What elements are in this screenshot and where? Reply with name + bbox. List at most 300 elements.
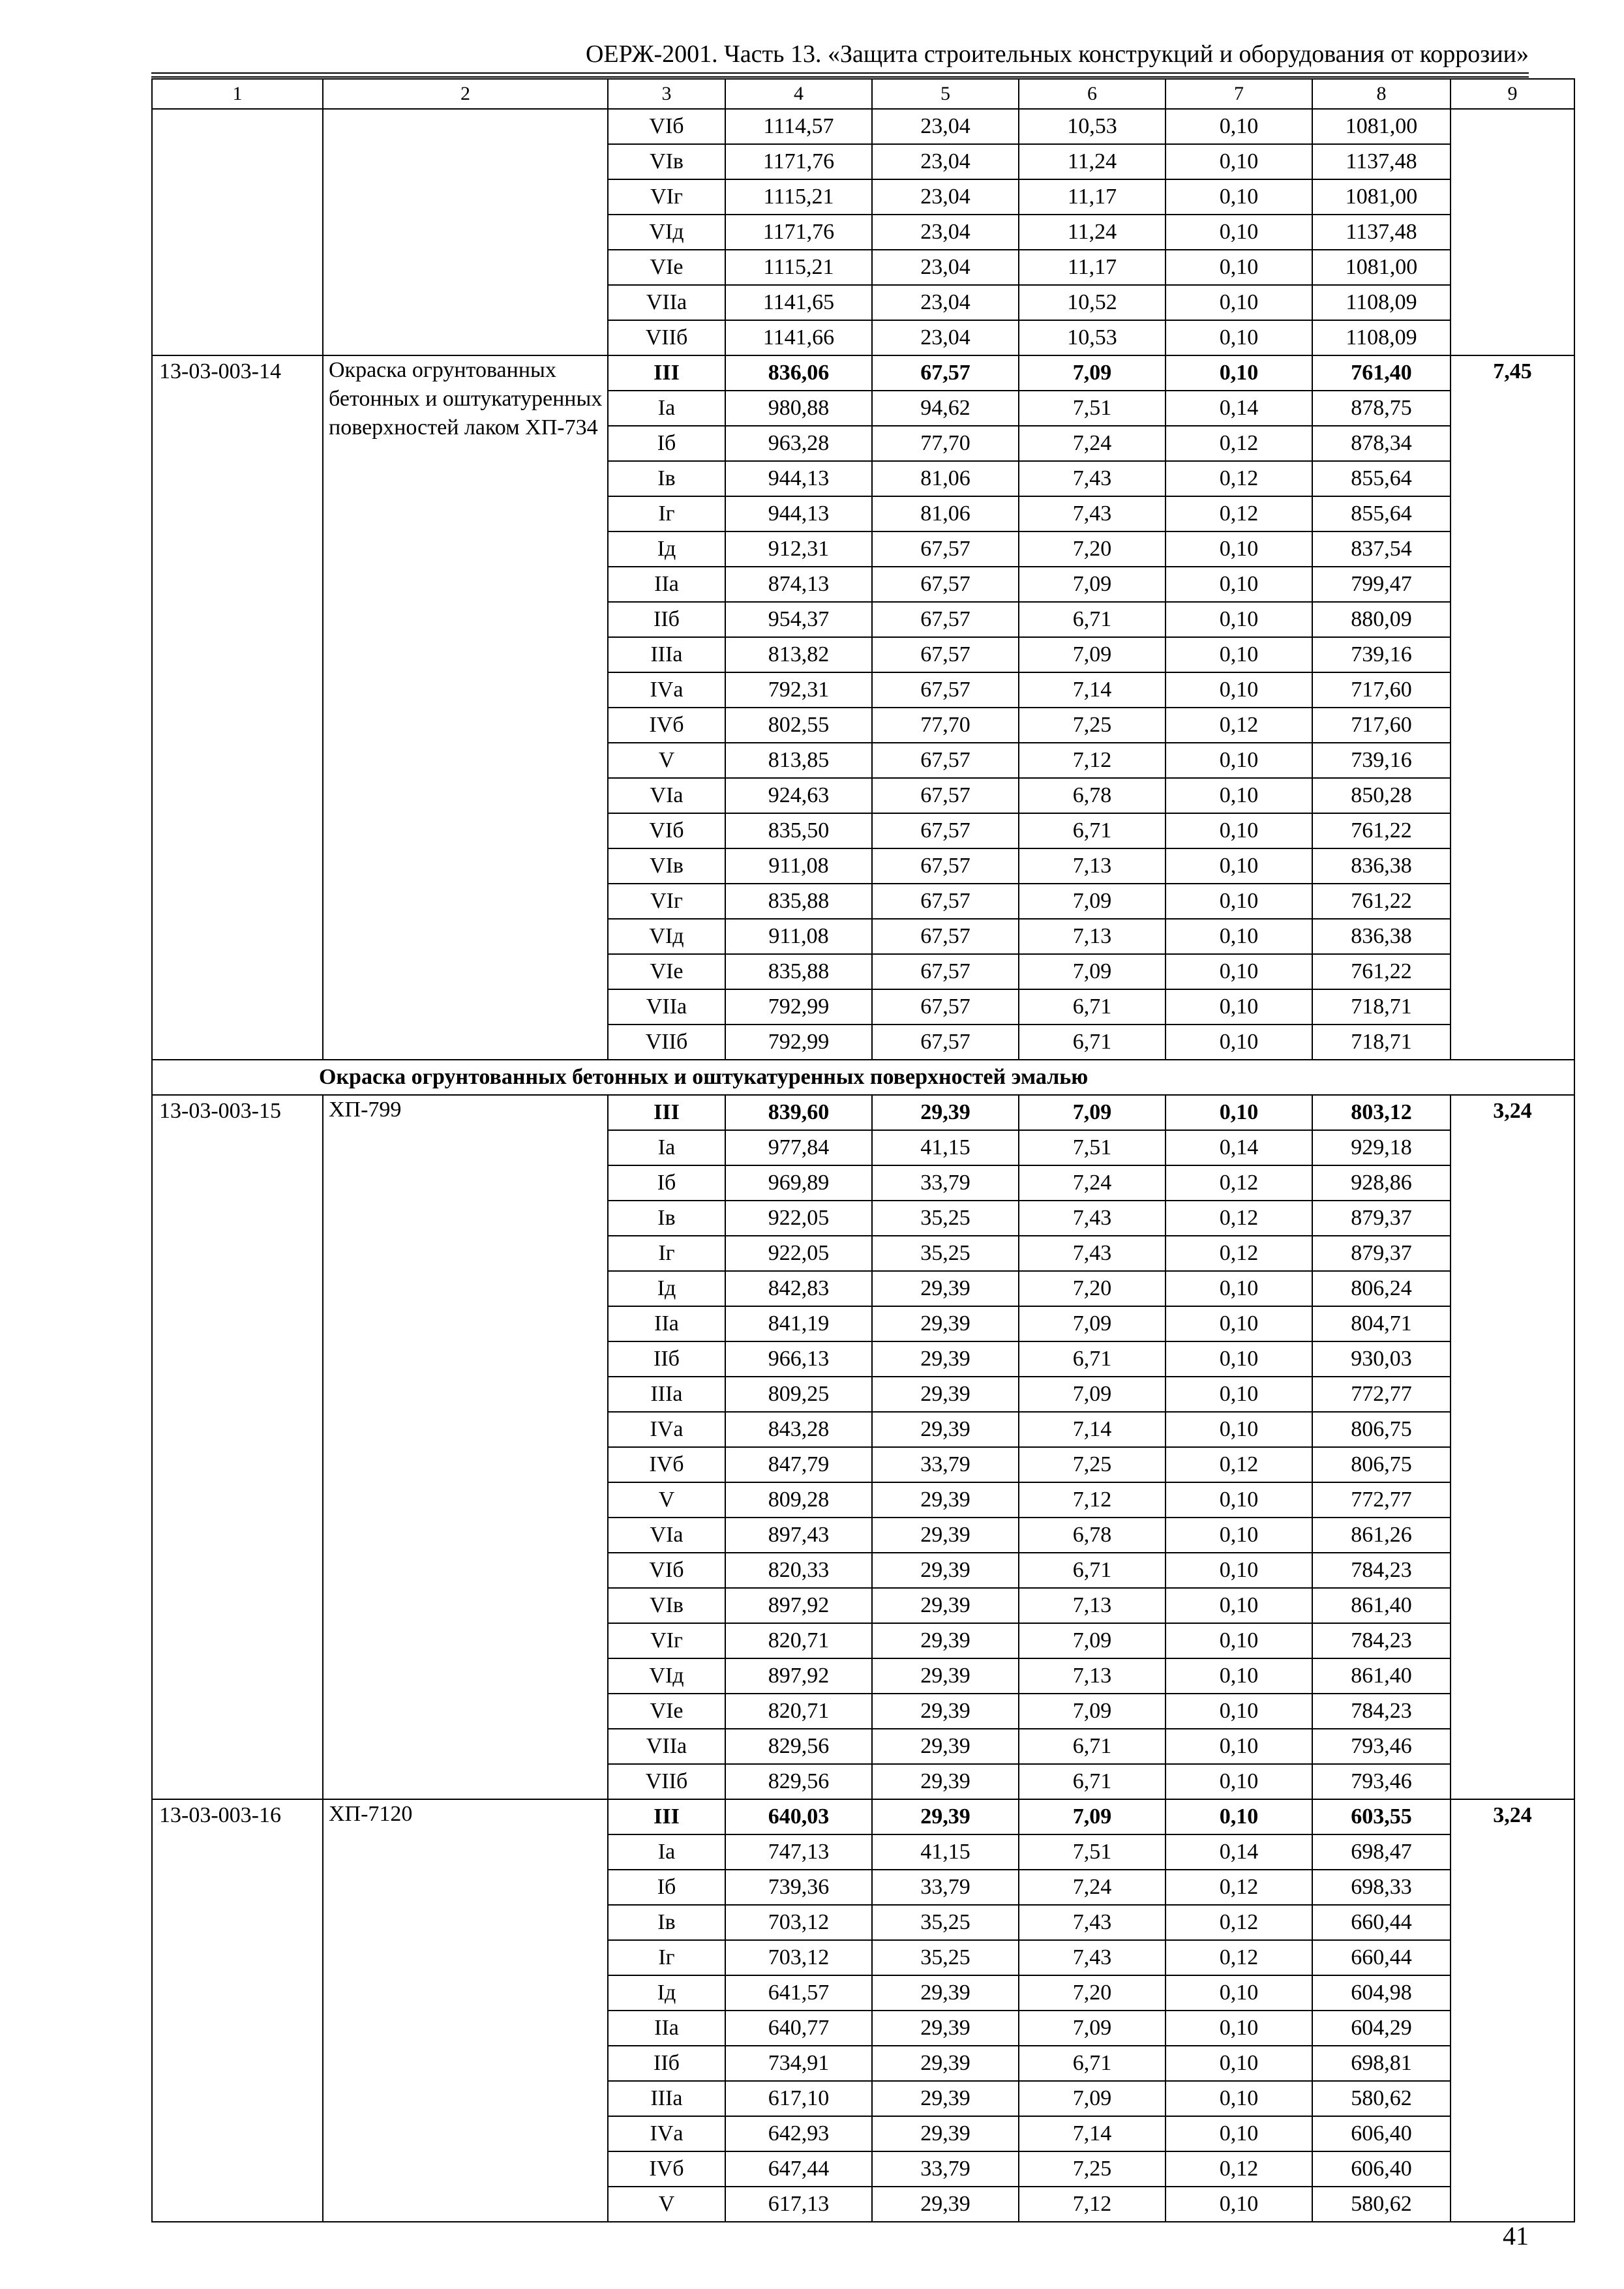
value-cell: 717,60 (1312, 672, 1451, 708)
value-cell: 35,25 (872, 1905, 1019, 1940)
value-cell: 29,39 (872, 1482, 1019, 1518)
value-cell: 29,39 (872, 1975, 1019, 2011)
value-cell: 67,57 (872, 602, 1019, 637)
header-rule (151, 72, 1529, 74)
zone-cell: Iг (608, 1236, 725, 1271)
value-cell: 7,43 (1019, 1201, 1165, 1236)
value-cell: 842,83 (725, 1271, 872, 1306)
value-cell: 878,75 (1312, 391, 1451, 426)
value-cell: 0,10 (1165, 602, 1312, 637)
column-9-value: 3,24 (1451, 1799, 1574, 2222)
value-cell: 81,06 (872, 496, 1019, 531)
value-cell: 0,14 (1165, 391, 1312, 426)
price-table (151, 78, 1575, 2222)
zone-cell: Iд (608, 531, 725, 567)
zone-cell: VIб (608, 109, 725, 144)
value-cell: 29,39 (872, 1588, 1019, 1623)
table-body (152, 79, 1574, 2222)
value-cell: 29,39 (872, 2081, 1019, 2116)
zone-cell: VIг (608, 179, 725, 215)
value-cell: 7,25 (1019, 1447, 1165, 1482)
value-cell: 734,91 (725, 2046, 872, 2081)
value-cell: 0,12 (1165, 496, 1312, 531)
column-number: 7 (1165, 79, 1312, 109)
value-cell: 911,08 (725, 919, 872, 954)
column-number: 4 (725, 79, 872, 109)
value-cell: 604,98 (1312, 1975, 1451, 2011)
value-cell: 33,79 (872, 1870, 1019, 1905)
column-number: 9 (1451, 79, 1574, 109)
value-cell: 1141,65 (725, 285, 872, 320)
value-cell: 698,81 (1312, 2046, 1451, 2081)
value-cell: 922,05 (725, 1201, 872, 1236)
zone-cell: VIIа (608, 989, 725, 1025)
zone-cell: VIа (608, 778, 725, 813)
zone-cell: IIIа (608, 2081, 725, 2116)
column-9-value: 3,24 (1451, 1095, 1574, 1799)
table-row (152, 355, 1574, 391)
zone-cell: IIб (608, 1341, 725, 1377)
zone-cell: VIа (608, 1518, 725, 1553)
value-cell: 0,10 (1165, 355, 1312, 391)
value-cell: 10,53 (1019, 109, 1165, 144)
zone-cell: VIд (608, 919, 725, 954)
page-header: ОЕРЖ-2001. Часть 13. «Защита строительных конструкций и оборудования от коррозии» (585, 40, 1529, 68)
value-cell: 7,09 (1019, 355, 1165, 391)
value-cell: 29,39 (872, 1377, 1019, 1412)
zone-cell: V (608, 743, 725, 778)
value-cell: 617,10 (725, 2081, 872, 2116)
value-cell: 698,33 (1312, 1870, 1451, 1905)
value-cell: 761,40 (1312, 355, 1451, 391)
value-cell: 67,57 (872, 672, 1019, 708)
value-cell: 7,14 (1019, 1412, 1165, 1447)
value-cell: 837,54 (1312, 531, 1451, 567)
value-cell: 0,10 (1165, 1025, 1312, 1060)
value-cell: 29,39 (872, 1694, 1019, 1729)
value-cell: 0,10 (1165, 743, 1312, 778)
zone-cell: IIб (608, 602, 725, 637)
value-cell: 642,93 (725, 2116, 872, 2151)
value-cell: 980,88 (725, 391, 872, 426)
value-cell: 861,40 (1312, 1588, 1451, 1623)
value-cell: 0,10 (1165, 215, 1312, 250)
value-cell: 23,04 (872, 320, 1019, 355)
value-cell: 843,28 (725, 1412, 872, 1447)
value-cell: 0,10 (1165, 2116, 1312, 2151)
column-number: 5 (872, 79, 1019, 109)
value-cell: 0,12 (1165, 1201, 1312, 1236)
value-cell: 7,14 (1019, 672, 1165, 708)
value-cell: 0,12 (1165, 1236, 1312, 1271)
value-cell: 11,17 (1019, 179, 1165, 215)
zone-cell: VIIб (608, 1764, 725, 1799)
zone-cell: IVб (608, 1447, 725, 1482)
value-cell: 7,43 (1019, 1905, 1165, 1940)
value-cell: 0,14 (1165, 1834, 1312, 1870)
value-cell: 29,39 (872, 1095, 1019, 1130)
value-cell: 806,75 (1312, 1447, 1451, 1482)
value-cell: 772,77 (1312, 1482, 1451, 1518)
value-cell: 0,10 (1165, 2187, 1312, 2222)
value-cell: 0,12 (1165, 1940, 1312, 1975)
value-cell: 35,25 (872, 1236, 1019, 1271)
zone-cell: Iа (608, 1834, 725, 1870)
value-cell: 0,10 (1165, 567, 1312, 602)
value-cell: 802,55 (725, 708, 872, 743)
value-cell: 7,25 (1019, 708, 1165, 743)
value-cell: 23,04 (872, 144, 1019, 179)
value-cell: 792,31 (725, 672, 872, 708)
zone-cell: VIIб (608, 320, 725, 355)
value-cell: 928,86 (1312, 1165, 1451, 1201)
value-cell: 1137,48 (1312, 144, 1451, 179)
value-cell: 739,16 (1312, 637, 1451, 672)
value-cell: 67,57 (872, 848, 1019, 884)
zone-cell: VIв (608, 144, 725, 179)
page-number: 41 (1503, 2221, 1529, 2251)
value-cell: 7,24 (1019, 426, 1165, 461)
value-cell: 813,85 (725, 743, 872, 778)
value-cell: 29,39 (872, 2116, 1019, 2151)
column-number: 6 (1019, 79, 1165, 109)
value-cell: 836,06 (725, 355, 872, 391)
value-cell: 820,71 (725, 1623, 872, 1658)
value-cell: 0,10 (1165, 144, 1312, 179)
table-row (152, 109, 1574, 144)
value-cell: 0,10 (1165, 2081, 1312, 2116)
value-cell: 829,56 (725, 1729, 872, 1764)
value-cell: 855,64 (1312, 496, 1451, 531)
value-cell: 0,10 (1165, 1694, 1312, 1729)
value-cell: 6,71 (1019, 1025, 1165, 1060)
value-cell: 793,46 (1312, 1729, 1451, 1764)
zone-cell: IIа (608, 567, 725, 602)
value-cell: 7,12 (1019, 2187, 1165, 2222)
value-cell: 718,71 (1312, 1025, 1451, 1060)
value-cell: 717,60 (1312, 708, 1451, 743)
zone-cell: VIд (608, 215, 725, 250)
value-cell: 7,13 (1019, 848, 1165, 884)
zone-cell: VIг (608, 884, 725, 919)
value-cell: 747,13 (725, 1834, 872, 1870)
item-code: 13-03-003-16 (152, 1799, 323, 2222)
value-cell: 804,71 (1312, 1306, 1451, 1341)
value-cell: 966,13 (725, 1341, 872, 1377)
value-cell: 29,39 (872, 1799, 1019, 1834)
value-cell: 7,13 (1019, 1658, 1165, 1694)
value-cell: 944,13 (725, 496, 872, 531)
value-cell: 7,51 (1019, 391, 1165, 426)
value-cell: 23,04 (872, 179, 1019, 215)
value-cell: 7,24 (1019, 1165, 1165, 1201)
item-code (152, 109, 323, 355)
value-cell: 0,10 (1165, 531, 1312, 567)
value-cell: 67,57 (872, 355, 1019, 391)
value-cell: 7,24 (1019, 1870, 1165, 1905)
value-cell: 7,20 (1019, 1271, 1165, 1306)
value-cell: 7,13 (1019, 1588, 1165, 1623)
column-number: 1 (152, 79, 323, 109)
value-cell: 761,22 (1312, 954, 1451, 989)
value-cell: 7,09 (1019, 567, 1165, 602)
value-cell: 0,12 (1165, 708, 1312, 743)
zone-cell: Iб (608, 1870, 725, 1905)
value-cell: 29,39 (872, 1271, 1019, 1306)
value-cell: 0,10 (1165, 672, 1312, 708)
value-cell: 878,34 (1312, 426, 1451, 461)
zone-cell: VIг (608, 1623, 725, 1658)
value-cell: 29,39 (872, 2046, 1019, 2081)
value-cell: 67,57 (872, 531, 1019, 567)
value-cell: 7,09 (1019, 1095, 1165, 1130)
value-cell: 836,38 (1312, 848, 1451, 884)
value-cell: 784,23 (1312, 1553, 1451, 1588)
value-cell: 23,04 (872, 215, 1019, 250)
value-cell: 33,79 (872, 1447, 1019, 1482)
value-cell: 835,88 (725, 884, 872, 919)
zone-cell: Iб (608, 426, 725, 461)
zone-cell: III (608, 1799, 725, 1834)
zone-cell: III (608, 1095, 725, 1130)
value-cell: 29,39 (872, 2011, 1019, 2046)
value-cell: 7,20 (1019, 1975, 1165, 2011)
value-cell: 835,88 (725, 954, 872, 989)
value-cell: 0,10 (1165, 109, 1312, 144)
value-cell: 23,04 (872, 250, 1019, 285)
value-cell: 0,14 (1165, 1130, 1312, 1165)
value-cell: 7,20 (1019, 531, 1165, 567)
value-cell: 0,10 (1165, 2046, 1312, 2081)
item-name: ХП-7120 (323, 1799, 608, 2222)
value-cell: 94,62 (872, 391, 1019, 426)
value-cell: 0,10 (1165, 1729, 1312, 1764)
zone-cell: VIд (608, 1658, 725, 1694)
header-rule-double (151, 76, 1529, 78)
value-cell: 7,13 (1019, 919, 1165, 954)
value-cell: 67,57 (872, 884, 1019, 919)
value-cell: 0,10 (1165, 1412, 1312, 1447)
value-cell: 617,13 (725, 2187, 872, 2222)
value-cell: 0,10 (1165, 1799, 1312, 1834)
value-cell: 29,39 (872, 1412, 1019, 1447)
value-cell: 1115,21 (725, 179, 872, 215)
value-cell: 29,39 (872, 1553, 1019, 1588)
value-cell: 698,47 (1312, 1834, 1451, 1870)
zone-cell: VIе (608, 250, 725, 285)
value-cell: 703,12 (725, 1905, 872, 1940)
value-cell: 0,10 (1165, 919, 1312, 954)
value-cell: 23,04 (872, 109, 1019, 144)
value-cell: 6,71 (1019, 1729, 1165, 1764)
value-cell: 944,13 (725, 461, 872, 496)
item-name: ХП-799 (323, 1095, 608, 1799)
zone-cell: V (608, 1482, 725, 1518)
value-cell: 6,78 (1019, 778, 1165, 813)
value-cell: 7,09 (1019, 884, 1165, 919)
value-cell: 6,71 (1019, 813, 1165, 848)
zone-cell: Iв (608, 1201, 725, 1236)
value-cell: 836,38 (1312, 919, 1451, 954)
value-cell: 954,37 (725, 602, 872, 637)
section-heading: Окраска огрунтованных бетонных и оштукатуренных поверхностей эмалью (152, 1060, 1574, 1095)
zone-cell: IVа (608, 1412, 725, 1447)
item-code: 13-03-003-15 (152, 1095, 323, 1799)
value-cell: 11,24 (1019, 215, 1165, 250)
value-cell: 0,10 (1165, 1377, 1312, 1412)
value-cell: 33,79 (872, 2151, 1019, 2187)
value-cell: 897,92 (725, 1588, 872, 1623)
value-cell: 6,71 (1019, 1341, 1165, 1377)
value-cell: 922,05 (725, 1236, 872, 1271)
zone-cell: Iг (608, 1940, 725, 1975)
value-cell: 1114,57 (725, 109, 872, 144)
value-cell: 806,75 (1312, 1412, 1451, 1447)
value-cell: 10,53 (1019, 320, 1165, 355)
value-cell: 6,78 (1019, 1518, 1165, 1553)
value-cell: 0,10 (1165, 778, 1312, 813)
value-cell: 0,10 (1165, 1095, 1312, 1130)
value-cell: 606,40 (1312, 2151, 1451, 2187)
value-cell: 29,39 (872, 1306, 1019, 1341)
value-cell: 41,15 (872, 1834, 1019, 1870)
value-cell: 792,99 (725, 989, 872, 1025)
value-cell: 660,44 (1312, 1940, 1451, 1975)
value-cell: 0,10 (1165, 954, 1312, 989)
value-cell: 841,19 (725, 1306, 872, 1341)
value-cell: 580,62 (1312, 2081, 1451, 2116)
value-cell: 7,09 (1019, 1623, 1165, 1658)
value-cell: 7,43 (1019, 1236, 1165, 1271)
zone-cell: VIв (608, 848, 725, 884)
value-cell: 29,39 (872, 1518, 1019, 1553)
value-cell: 0,10 (1165, 1518, 1312, 1553)
value-cell: 29,39 (872, 1658, 1019, 1694)
table-row (152, 1095, 1574, 1130)
value-cell: 67,57 (872, 778, 1019, 813)
value-cell: 0,10 (1165, 813, 1312, 848)
value-cell: 0,10 (1165, 250, 1312, 285)
value-cell: 861,40 (1312, 1658, 1451, 1694)
zone-cell: VIв (608, 1588, 725, 1623)
value-cell: 7,14 (1019, 2116, 1165, 2151)
value-cell: 41,15 (872, 1130, 1019, 1165)
value-cell: 0,10 (1165, 1588, 1312, 1623)
value-cell: 1137,48 (1312, 215, 1451, 250)
value-cell: 0,10 (1165, 1658, 1312, 1694)
value-cell: 820,33 (725, 1553, 872, 1588)
value-cell: 969,89 (725, 1165, 872, 1201)
zone-cell: IIб (608, 2046, 725, 2081)
value-cell: 1141,66 (725, 320, 872, 355)
zone-cell: Iб (608, 1165, 725, 1201)
column-number: 2 (323, 79, 608, 109)
value-cell: 606,40 (1312, 2116, 1451, 2151)
value-cell: 1081,00 (1312, 109, 1451, 144)
zone-cell: Iд (608, 1975, 725, 2011)
column-9-value: 7,45 (1451, 355, 1574, 1060)
value-cell: 7,09 (1019, 1799, 1165, 1834)
value-cell: 6,71 (1019, 1553, 1165, 1588)
value-cell: 10,52 (1019, 285, 1165, 320)
value-cell: 718,71 (1312, 989, 1451, 1025)
value-cell: 0,10 (1165, 1623, 1312, 1658)
value-cell: 0,10 (1165, 989, 1312, 1025)
value-cell: 850,28 (1312, 778, 1451, 813)
value-cell: 6,71 (1019, 1764, 1165, 1799)
value-cell: 11,17 (1019, 250, 1165, 285)
value-cell: 640,03 (725, 1799, 872, 1834)
value-cell: 77,70 (872, 426, 1019, 461)
value-cell: 35,25 (872, 1201, 1019, 1236)
value-cell: 29,39 (872, 1623, 1019, 1658)
value-cell: 977,84 (725, 1130, 872, 1165)
value-cell: 0,10 (1165, 2011, 1312, 2046)
zone-cell: VIе (608, 954, 725, 989)
table-row (152, 1799, 1574, 1834)
value-cell: 792,99 (725, 1025, 872, 1060)
zone-cell: Iд (608, 1271, 725, 1306)
value-cell: 809,25 (725, 1377, 872, 1412)
value-cell: 1171,76 (725, 215, 872, 250)
value-cell: 7,51 (1019, 1834, 1165, 1870)
value-cell: 0,12 (1165, 1905, 1312, 1940)
value-cell: 879,37 (1312, 1201, 1451, 1236)
value-cell: 7,09 (1019, 637, 1165, 672)
value-cell: 67,57 (872, 954, 1019, 989)
value-cell: 660,44 (1312, 1905, 1451, 1940)
item-name: Окраска огрунтованных бетонных и оштукатуренных поверхностей лаком ХП-734 (323, 355, 608, 1060)
value-cell: 929,18 (1312, 1130, 1451, 1165)
zone-cell: IVб (608, 2151, 725, 2187)
value-cell: 855,64 (1312, 461, 1451, 496)
zone-cell: IIIа (608, 1377, 725, 1412)
value-cell: 0,10 (1165, 1306, 1312, 1341)
value-cell: 0,10 (1165, 1553, 1312, 1588)
value-cell: 7,43 (1019, 1940, 1165, 1975)
value-cell: 897,92 (725, 1658, 872, 1694)
zone-cell: IVб (608, 708, 725, 743)
value-cell: 29,39 (872, 1764, 1019, 1799)
value-cell: 604,29 (1312, 2011, 1451, 2046)
zone-cell: VIIа (608, 1729, 725, 1764)
value-cell: 0,12 (1165, 1165, 1312, 1201)
value-cell: 806,24 (1312, 1271, 1451, 1306)
value-cell: 67,57 (872, 743, 1019, 778)
zone-cell: III (608, 355, 725, 391)
value-cell: 580,62 (1312, 2187, 1451, 2222)
section-row (152, 1060, 1574, 1095)
value-cell: 739,16 (1312, 743, 1451, 778)
zone-cell: V (608, 2187, 725, 2222)
value-cell: 67,57 (872, 919, 1019, 954)
value-cell: 11,24 (1019, 144, 1165, 179)
zone-cell: IIа (608, 2011, 725, 2046)
value-cell: 6,71 (1019, 989, 1165, 1025)
value-cell: 703,12 (725, 1940, 872, 1975)
value-cell: 784,23 (1312, 1623, 1451, 1658)
item-code: 13-03-003-14 (152, 355, 323, 1060)
value-cell: 33,79 (872, 1165, 1019, 1201)
value-cell: 772,77 (1312, 1377, 1451, 1412)
value-cell: 81,06 (872, 461, 1019, 496)
value-cell: 897,43 (725, 1518, 872, 1553)
zone-cell: VIе (608, 1694, 725, 1729)
value-cell: 7,25 (1019, 2151, 1165, 2187)
value-cell: 67,57 (872, 989, 1019, 1025)
value-cell: 7,09 (1019, 1377, 1165, 1412)
value-cell: 77,70 (872, 708, 1019, 743)
